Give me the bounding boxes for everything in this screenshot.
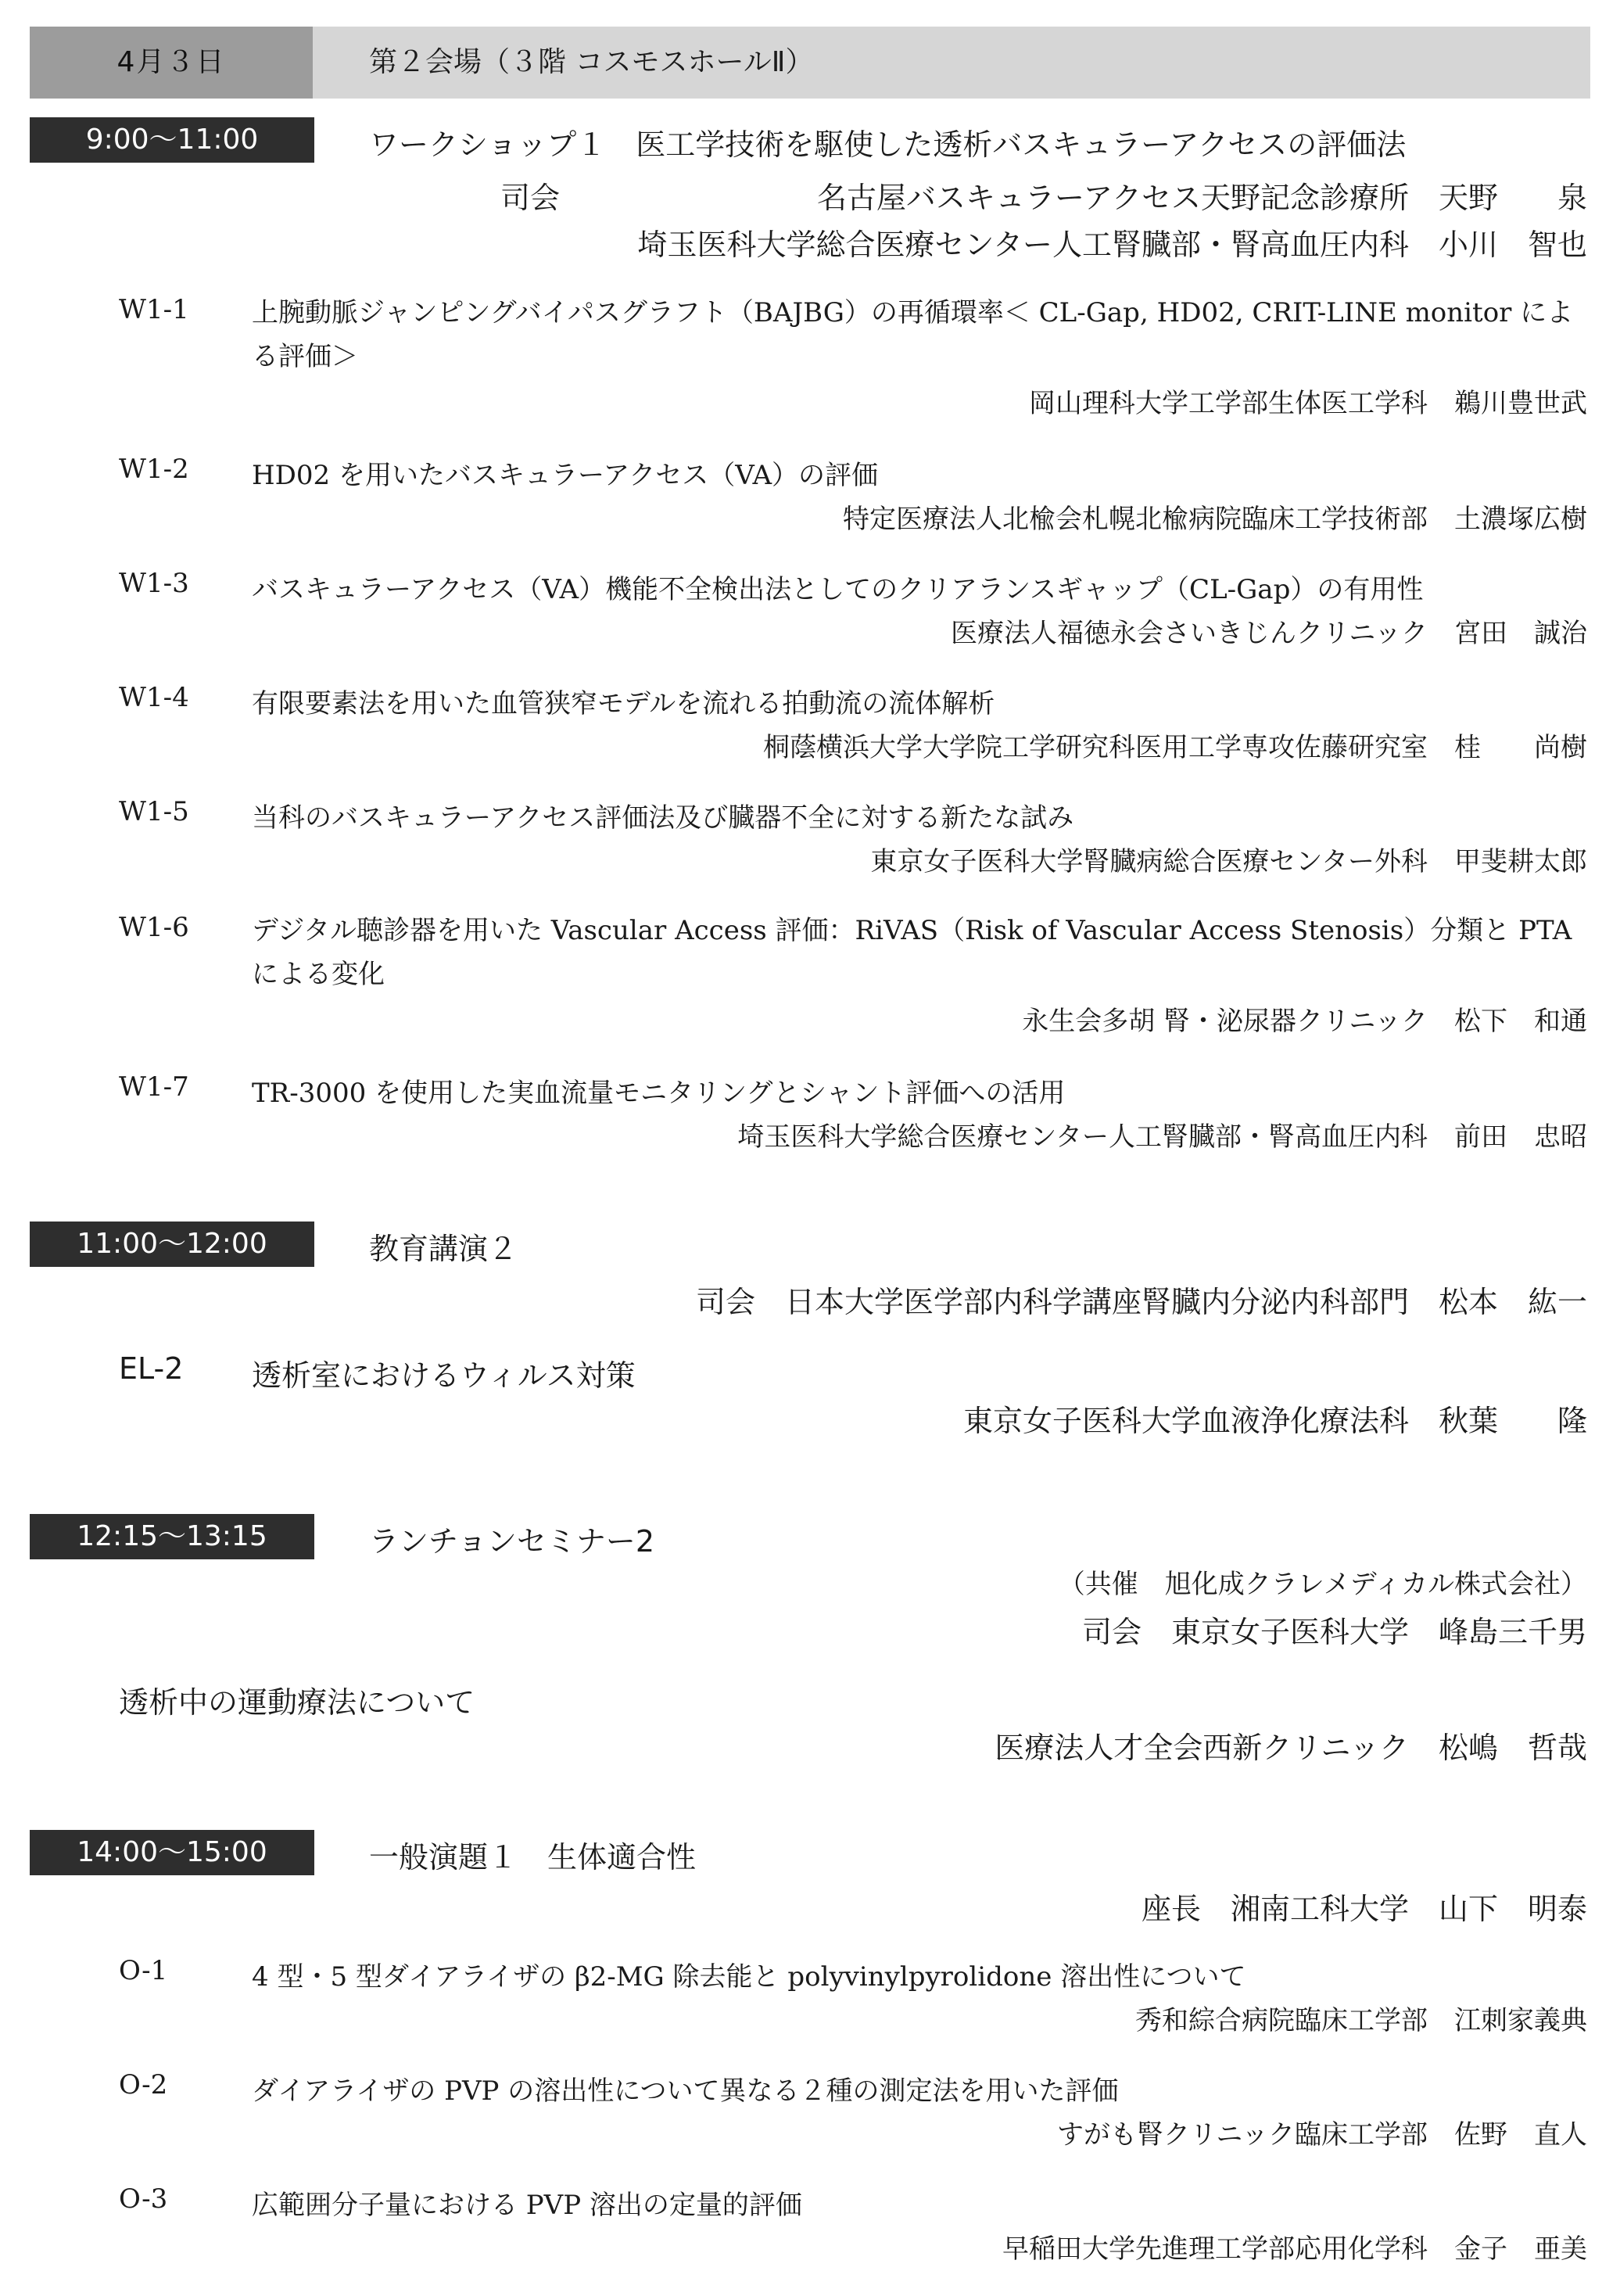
presentation-title: HD02 を用いたバスキュラーアクセス（VA）の評価	[252, 460, 879, 491]
presentation-author: 秀和綜合病院臨床工学部 江刺家義典	[1135, 2005, 1587, 2036]
lecture-title: 透析中の運動療法について	[119, 1685, 475, 1720]
day-date: 4月３日	[30, 27, 313, 99]
presentation-title: 有限要素法を用いた血管狭窄モデルを流れる拍動流の流体解析	[252, 688, 995, 719]
presentation-title: 広範囲分子量における PVP 溶出の定量的評価	[252, 2190, 802, 2221]
session-time-badge: 9:00～11:00	[30, 117, 314, 163]
presentation-author: 永生会多胡 腎・泌尿器クリニック 松下 和通	[1022, 1006, 1587, 1037]
session-title: 教育講演２	[369, 1232, 518, 1266]
session-time-badge: 11:00～12:00	[30, 1222, 314, 1267]
presentation-author: 東京女子医科大学腎臓病総合医療センター外科 甲斐耕太郎	[870, 846, 1587, 877]
presentation-code: W1-1	[119, 294, 189, 325]
session-title: ランチョンセミナー2	[369, 1524, 655, 1559]
session-title: 一般演題１ 生体適合性	[369, 1840, 697, 1874]
presentation-author: 早稲田大学先進理工学部応用化学科 金子 亜美	[1002, 2233, 1587, 2265]
presentation-title: 上腕動脈ジャンピングバイパスグラフト（BAJBG）の再循環率＜ CL-Gap, HD02, CRIT-LINE monitor による評価＞	[252, 297, 1574, 372]
session-time-badge: 12:15～13:15	[30, 1514, 314, 1559]
chair-name: 埼玉医科大学総合医療センター人工腎臓部・腎高血圧内科 小川 智也	[637, 228, 1587, 262]
presentation-author: 埼玉医科大学総合医療センター人工腎臓部・腎高血圧内科 前田 忠昭	[737, 1121, 1587, 1153]
presentation-code: W1-2	[119, 454, 189, 485]
lecture-code: EL-2	[119, 1351, 184, 1386]
chair-name: 司会 東京女子医科大学 峰島三千男	[1081, 1615, 1587, 1649]
presentation-author: 桐蔭横浜大学大学院工学研究科医用工学専攻佐藤研究室 桂 尚樹	[763, 732, 1587, 763]
session-time-badge: 14:00～15:00	[30, 1830, 314, 1875]
session-title: ワークショップ１ 医工学技術を駆使した透析バスキュラーアクセスの評価法	[369, 127, 1407, 162]
presentation-title: TR-3000 を使用した実血流量モニタリングとシャント評価への活用	[252, 1078, 1066, 1109]
presentation-code: W1-4	[119, 682, 189, 713]
chair-name: 司会 日本大学医学部内科学講座腎臓内分泌内科部門 松本 紘一	[695, 1285, 1587, 1319]
presentation-code: W1-5	[119, 796, 189, 827]
presentation-title: ダイアライザの PVP の溶出性について異なる２種の測定法を用いた評価	[252, 2075, 1119, 2107]
lecture-author: 東京女子医科大学血液浄化療法科 秋葉 隆	[962, 1404, 1587, 1438]
presentation-author: 特定医療法人北楡会札幌北楡病院臨床工学技術部 土濃塚広樹	[843, 504, 1587, 535]
presentation-code: W1-3	[119, 568, 189, 599]
presentation-code: O-2	[119, 2069, 168, 2100]
presentation-title: バスキュラーアクセス（VA）機能不全検出法としてのクリアランスギャップ（CL-Gap）の有用性	[252, 574, 1424, 605]
presentation-author: 医療法人福徳永会さいきじんクリニック 宮田 誠治	[951, 618, 1587, 649]
lecture-author: 医療法人才全会西新クリニック 松嶋 哲哉	[995, 1731, 1587, 1765]
presentation-title: 当科のバスキュラーアクセス評価法及び臓器不全に対する新たな試み	[252, 802, 1074, 834]
chair-name: 座長 湘南工科大学 山下 明泰	[1141, 1892, 1587, 1926]
presentation-code: W1-6	[119, 912, 189, 943]
presentation-code: O-1	[119, 1955, 168, 1986]
lecture-title: 透析室におけるウィルス対策	[252, 1358, 636, 1393]
presentation-author: すがも腎クリニック臨床工学部 佐野 直人	[1057, 2119, 1587, 2151]
chair-name: 名古屋バスキュラーアクセス天野記念診療所 天野 泉	[817, 181, 1587, 215]
presentation-title: デジタル聴診器を用いた Vascular Access 評価：RiVAS（Risk of Vascular Access Stenosis）分類と PTA による変化	[252, 915, 1572, 990]
chair-label: 司会	[500, 181, 561, 215]
day-header-bar	[30, 27, 1590, 99]
presentation-code: O-3	[119, 2183, 168, 2215]
venue-title: 第２会場（３階 コスモスホールⅡ）	[369, 46, 814, 78]
presentation-code: W1-7	[119, 1071, 189, 1103]
sponsor-note: （共催 旭化成クラレメディカル株式会社）	[1058, 1569, 1587, 1600]
presentation-title: 4 型・5 型ダイアライザの β2-MG 除去能と polyvinylpyrolidone 溶出性について	[252, 1961, 1246, 1993]
presentation-author: 岡山理科大学工学部生体医工学科 鵜川豊世武	[1029, 388, 1587, 419]
